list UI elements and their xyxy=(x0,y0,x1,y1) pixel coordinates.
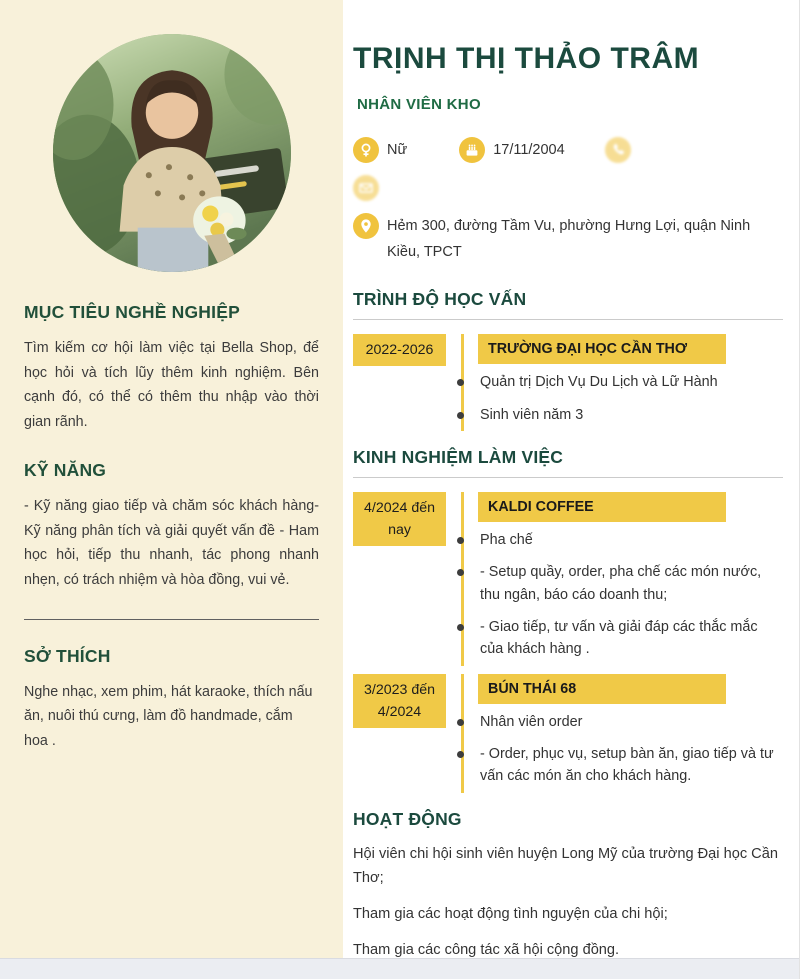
education-title: TRÌNH ĐỘ HỌC VẤN xyxy=(353,289,783,320)
experience-item: Pha chế xyxy=(478,524,783,556)
sidebar-divider xyxy=(24,619,319,620)
experience-2-items xyxy=(478,706,783,793)
contact-row-1 xyxy=(353,137,783,163)
activities-section xyxy=(353,809,783,963)
birthday-chip xyxy=(459,137,565,163)
sidebar xyxy=(0,0,343,958)
skills-title: KỸ NĂNG xyxy=(24,460,107,481)
main-column xyxy=(343,0,799,958)
education-entry-body xyxy=(461,334,783,431)
education-item: Quản trị Dịch Vụ Du Lịch và Lữ Hành xyxy=(478,366,783,398)
experience-1-body xyxy=(461,492,783,666)
contact-row-2 xyxy=(353,175,783,201)
experience-1-org: KALDI COFFEE xyxy=(478,492,726,522)
experience-2-body xyxy=(461,674,783,793)
objective-title: MỤC TIÊU NGHỀ NGHIỆP xyxy=(24,302,240,322)
candidate-name: TRỊNH THỊ THẢO TRÂM xyxy=(353,42,700,75)
gender-chip xyxy=(353,137,407,163)
gender-value: Nữ xyxy=(387,142,408,158)
skills-text: - Kỹ năng giao tiếp và chăm sóc khách hàng- Kỹ năng phân tích và giải quyết vấn đề - Ham học hỏi, tiếp thu nhanh, tác phong nhanh nhẹn, có trách nhiệm và hòa đồng, vui vẻ. xyxy=(24,498,319,589)
phone-icon xyxy=(605,137,631,163)
experience-entry-1 xyxy=(353,492,783,666)
education-entry xyxy=(353,334,783,431)
gender-icon xyxy=(353,137,379,163)
experience-1-items xyxy=(478,524,783,666)
experience-title: KINH NGHIỆM LÀM VIỆC xyxy=(353,447,783,478)
profile-photo-illustration xyxy=(53,34,291,272)
hobbies-title: SỞ THÍCH xyxy=(24,645,111,666)
education-date-badge: 2022-2026 xyxy=(353,334,446,366)
experience-item: - Giao tiếp, tư vấn và giải đáp các thắc mắc của khách hàng . xyxy=(478,611,783,666)
education-org: TRƯỜNG ĐẠI HỌC CẦN THƠ xyxy=(478,334,726,364)
experience-1-date-badge: 4/2024 đến nay xyxy=(353,492,446,546)
birthday-cake-icon xyxy=(459,137,485,163)
experience-item: Nhân viên order xyxy=(478,706,783,738)
phone-chip xyxy=(605,137,639,163)
experience-2-date-badge: 3/2023 đến 4/2024 xyxy=(353,674,446,728)
address-value: Hẻm 300, đường Tầm Vu, phường Hưng Lợi, quận Ninh Kiều, TPCT xyxy=(387,218,751,261)
profile-photo xyxy=(53,34,291,272)
email-icon xyxy=(353,175,379,201)
education-section xyxy=(353,289,783,431)
education-item: Sinh viên năm 3 xyxy=(478,399,783,431)
experience-item: - Setup quầy, order, pha chế các món nước, thu ngân, báo cáo doanh thu; xyxy=(478,556,783,611)
objective-text: Tìm kiếm cơ hội làm việc tại Bella Shop, để học hỏi và tích lũy thêm kinh nghiệm. Bên cạnh đó, có thể có thêm thu nhập vào thời gian rãnh. xyxy=(24,340,319,430)
job-title: NHÂN VIÊN KHO xyxy=(357,96,481,113)
activities-title: HOẠT ĐỘNG xyxy=(353,808,462,829)
experience-2-org: BÚN THÁI 68 xyxy=(478,674,726,704)
activity-line: Tham gia các công tác xã hội cộng đồng. xyxy=(353,941,620,958)
activity-line: Hội viên chi hội sinh viên huyện Long Mỹ của trường Đại học Cần Thơ; xyxy=(353,845,778,887)
activity-line: Tham gia các hoạt động tình nguyện của chi hội; xyxy=(353,906,668,923)
contact-info xyxy=(353,137,783,265)
location-pin-icon xyxy=(353,213,379,239)
experience-entry-2 xyxy=(353,674,783,793)
contact-row-3 xyxy=(353,213,783,265)
birthday-value: 17/11/2004 xyxy=(493,142,565,158)
experience-section xyxy=(353,447,783,793)
email-chip xyxy=(353,175,387,201)
hobbies-text: Nghe nhạc, xem phim, hát karaoke, thích nấu ăn, nuôi thú cưng, làm đồ handmade, cắm hoa . xyxy=(24,683,313,749)
page-bottom-gap xyxy=(0,958,799,979)
education-items xyxy=(478,366,783,431)
experience-item: - Order, phục vụ, setup bàn ăn, giao tiếp và tư vấn các món ăn cho khách hàng. xyxy=(478,738,783,793)
